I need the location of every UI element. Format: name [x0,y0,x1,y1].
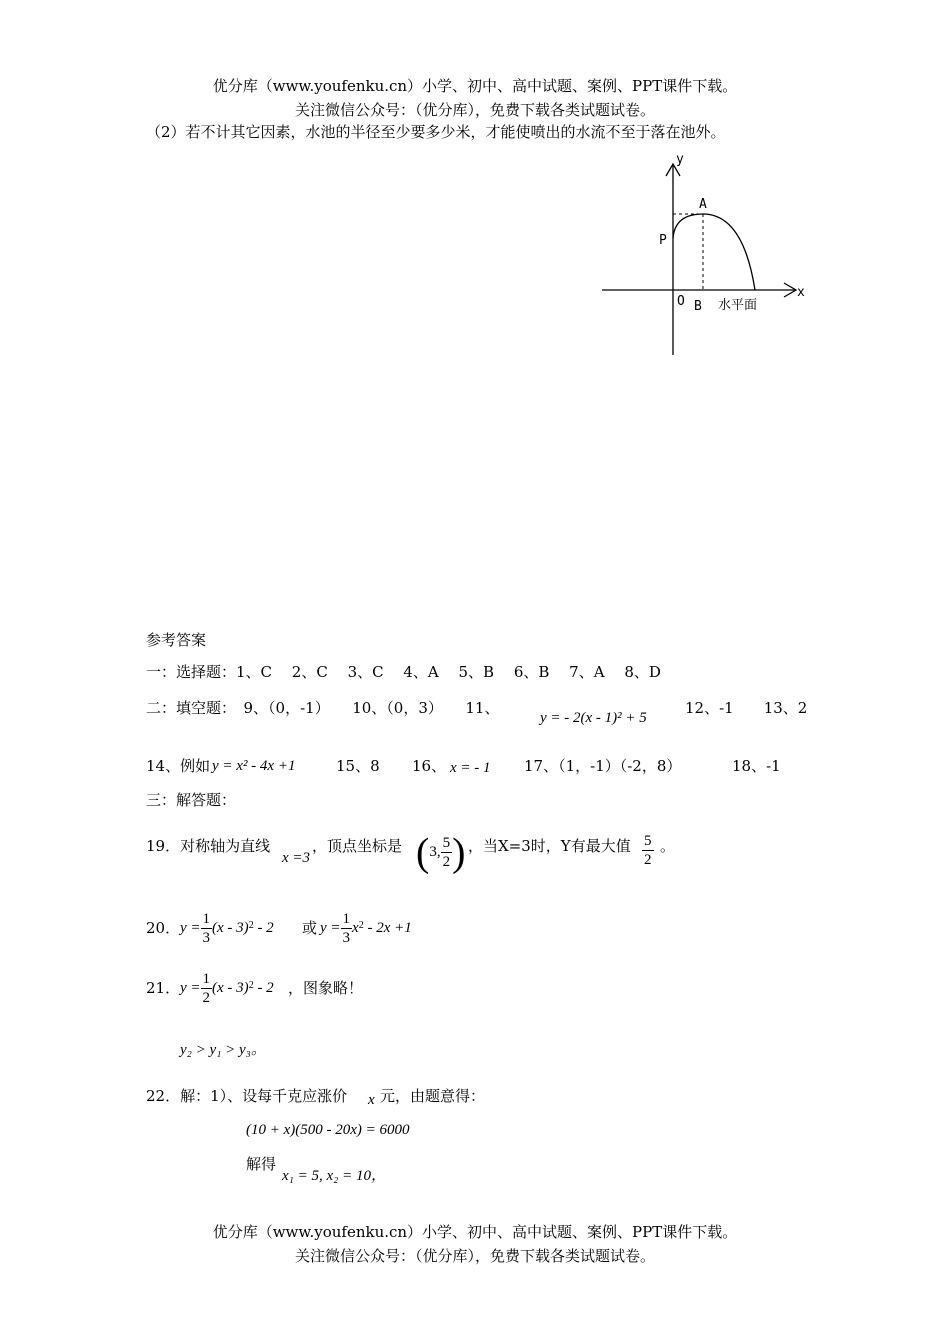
q20-or: 或 [302,919,318,937]
q20-label: 20． [146,919,181,937]
label-A: A [699,197,707,212]
q19-text-b: ，顶点坐标是 [312,837,403,855]
parabola-curve [673,214,755,290]
parabola-figure [598,150,813,360]
q19-max-value: $\frac{5}{2}$ [644,833,652,868]
answers-section-2-suffix: 12、-1 13、2 [685,699,808,717]
q22-tail: 元，由题意得： [380,1087,486,1105]
q21-order: y₂ > y₁ > y₃。 [180,1042,266,1058]
q19-text-c: ，当X=3时，Y有最大值 [468,837,631,855]
q19-text-a: 19．对称轴为直线 [146,837,271,855]
question-part2: （2）若不计其它因素，水池的半径至少要多少米，才能使喷出的水流不至于落在池外。 [146,123,726,141]
q22-solve-label: 解得 [246,1155,277,1173]
label-P: P [659,233,667,248]
footer-line-1: 优分库（www.youfenku.cn）小学、初中、高中试题、案例、PPT课件下载。 [212,1223,738,1241]
q19-text-d: 。 [660,837,676,855]
q21-tail: ，图象略！ [288,979,364,997]
label-x: x [797,285,805,300]
q20-formula-1: y = $\frac{1}{3}$ (x - 3)$^2$ - 2 [180,911,274,947]
q16-formula: x = - 1 [450,760,491,776]
q21-label: 21． [146,979,181,997]
q21-formula: y = $\frac{1}{2}$ (x - 3)$^2$ - 2 [180,971,274,1007]
q11-formula: y = - 2(x - 1)² + 5 [540,710,647,726]
q18: 18、-1 [732,757,781,775]
label-y: y [676,152,684,167]
q22-text: 22．解：1）、设每千克应涨价 [146,1087,348,1105]
q22-roots: x₁ = 5, x₂ = 10， [282,1168,386,1184]
q20-formula-2: y = $\frac{1}{3}$ $x^2 - 2x +1$ [320,911,412,947]
answers-section-2-prefix: 二：填空题： 9、（0，-1） 10、（0，3） 11、 [146,699,500,717]
q19-vertex: (3, $\frac{5}{2}$ ) [416,829,466,875]
answers-title: 参考答案 [146,631,207,649]
header-line-2: 关注微信公众号：（优分库），免费下载各类试题试卷。 [294,101,655,119]
q14-formula: y = x² - 4x +1 [212,758,296,774]
label-O: O [677,294,685,309]
q22-equation: (10 + x)(500 - 20x) = 6000 [246,1122,410,1138]
q14-label: 14、例如 [146,757,211,775]
q16-label: 16、 [412,757,447,775]
answers-section-1: 一：选择题：1、C 2、C 3、C 4、A 5、B 6、B 7、A 8、D [146,663,661,681]
header-line-1: 优分库（www.youfenku.cn）小学、初中、高中试题、案例、PPT课件下载。 [212,77,738,95]
q15: 15、8 [336,757,380,775]
q22-variable: x [368,1092,375,1108]
footer-line-2: 关注微信公众号：（优分库），免费下载各类试题试卷。 [294,1247,655,1265]
q17: 17、（1，-1）（-2，8） [524,757,682,775]
label-surface: 水平面 [718,298,758,313]
answers-section-3: 三：解答题： [146,791,237,809]
label-B: B [694,299,702,314]
q19-axis-formula: x =3 [282,850,311,866]
